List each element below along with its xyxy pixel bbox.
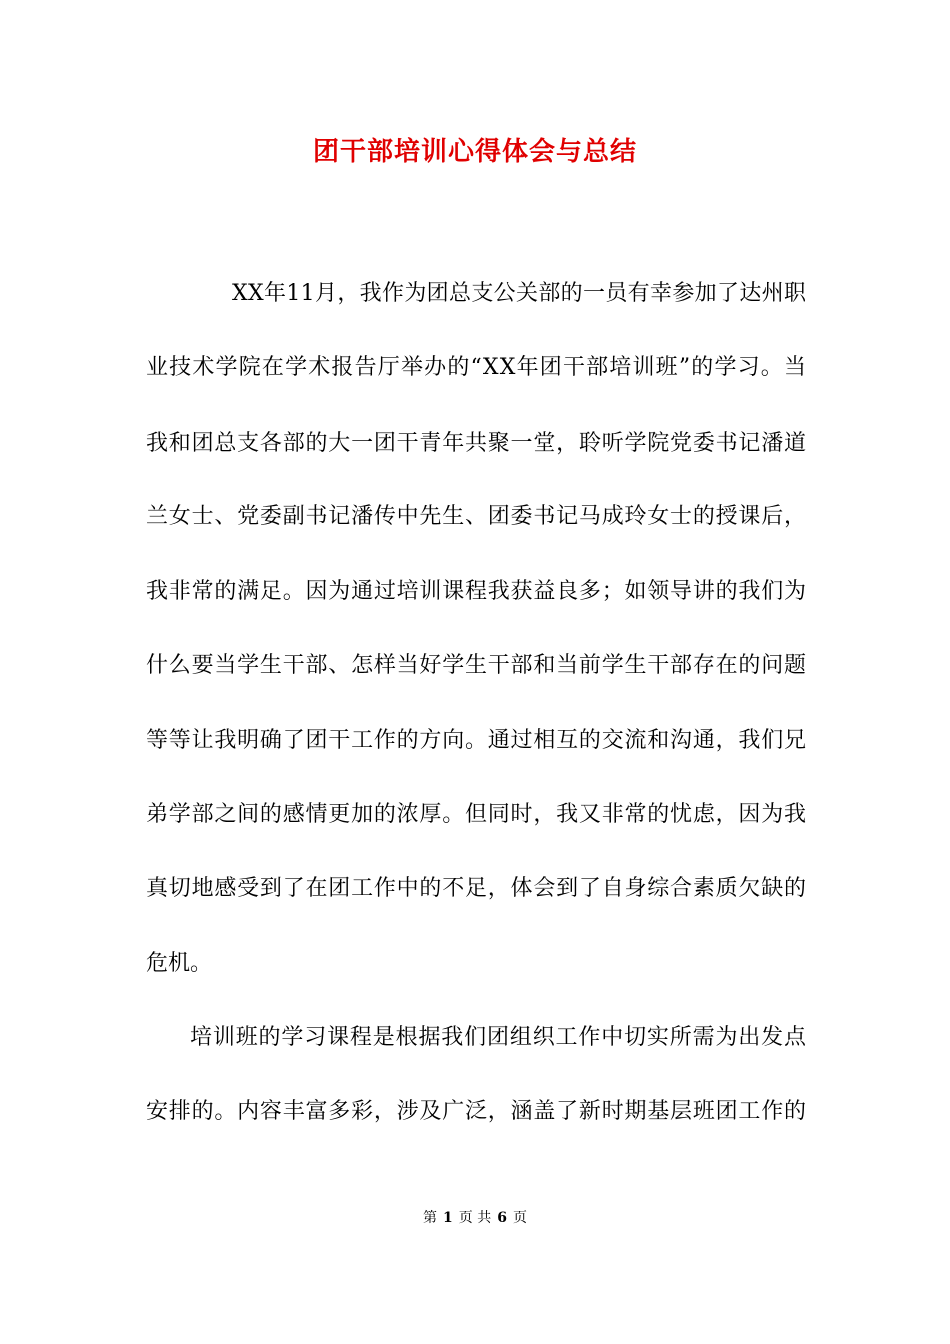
paragraph-line: 危机。 (146, 951, 213, 976)
paragraph-line: 培训班的学习课程是根据我们团组织工作中切实所需为出发点 (190, 1025, 807, 1050)
document-title: 团干部培训心得体会与总结 (312, 137, 637, 167)
paragraph-line: 安排的。内容丰富多彩，涉及广泛，涵盖了新时期基层班团工作的 (146, 1099, 807, 1124)
paragraph-line: 弟学部之间的感情更加的浓厚。但同时，我又非常的忧虑，因为我 (146, 802, 807, 827)
paragraph-line: 业技术学院在学术报告厅举办的“XX年团干部培训班”的学习。当 (146, 355, 808, 380)
paragraph-line: 等等让我明确了团干工作的方向。通过相互的交流和沟通，我们兄 (146, 728, 807, 753)
footer-prefix: 第 (423, 1210, 438, 1226)
current-page-number: 1 (443, 1210, 453, 1226)
footer-middle: 页 共 (458, 1210, 492, 1226)
paragraph-line: 什么要当学生干部、怎样当好学生干部和当前学生干部存在的问题 (146, 653, 807, 678)
paragraph-line: 兰女士、党委副书记潘传中先生、团委书记马成玲女士的授课后， (146, 504, 807, 529)
paragraph-line: 我非常的满足。因为通过培训课程我获益良多；如领导讲的我们为 (146, 579, 807, 604)
paragraph-line: XX年11月，我作为团总支公关部的一员有幸参加了达州职 (232, 281, 807, 306)
page-footer (0, 1208, 950, 1228)
paragraph-line: 我和团总支各部的大一团干青年共聚一堂，聆听学院党委书记潘道 (146, 431, 807, 456)
total-pages-number: 6 (497, 1210, 507, 1226)
paragraph-line: 真切地感受到了在团工作中的不足，体会到了自身综合素质欠缺的 (146, 876, 807, 901)
footer-suffix: 页 (512, 1210, 527, 1226)
